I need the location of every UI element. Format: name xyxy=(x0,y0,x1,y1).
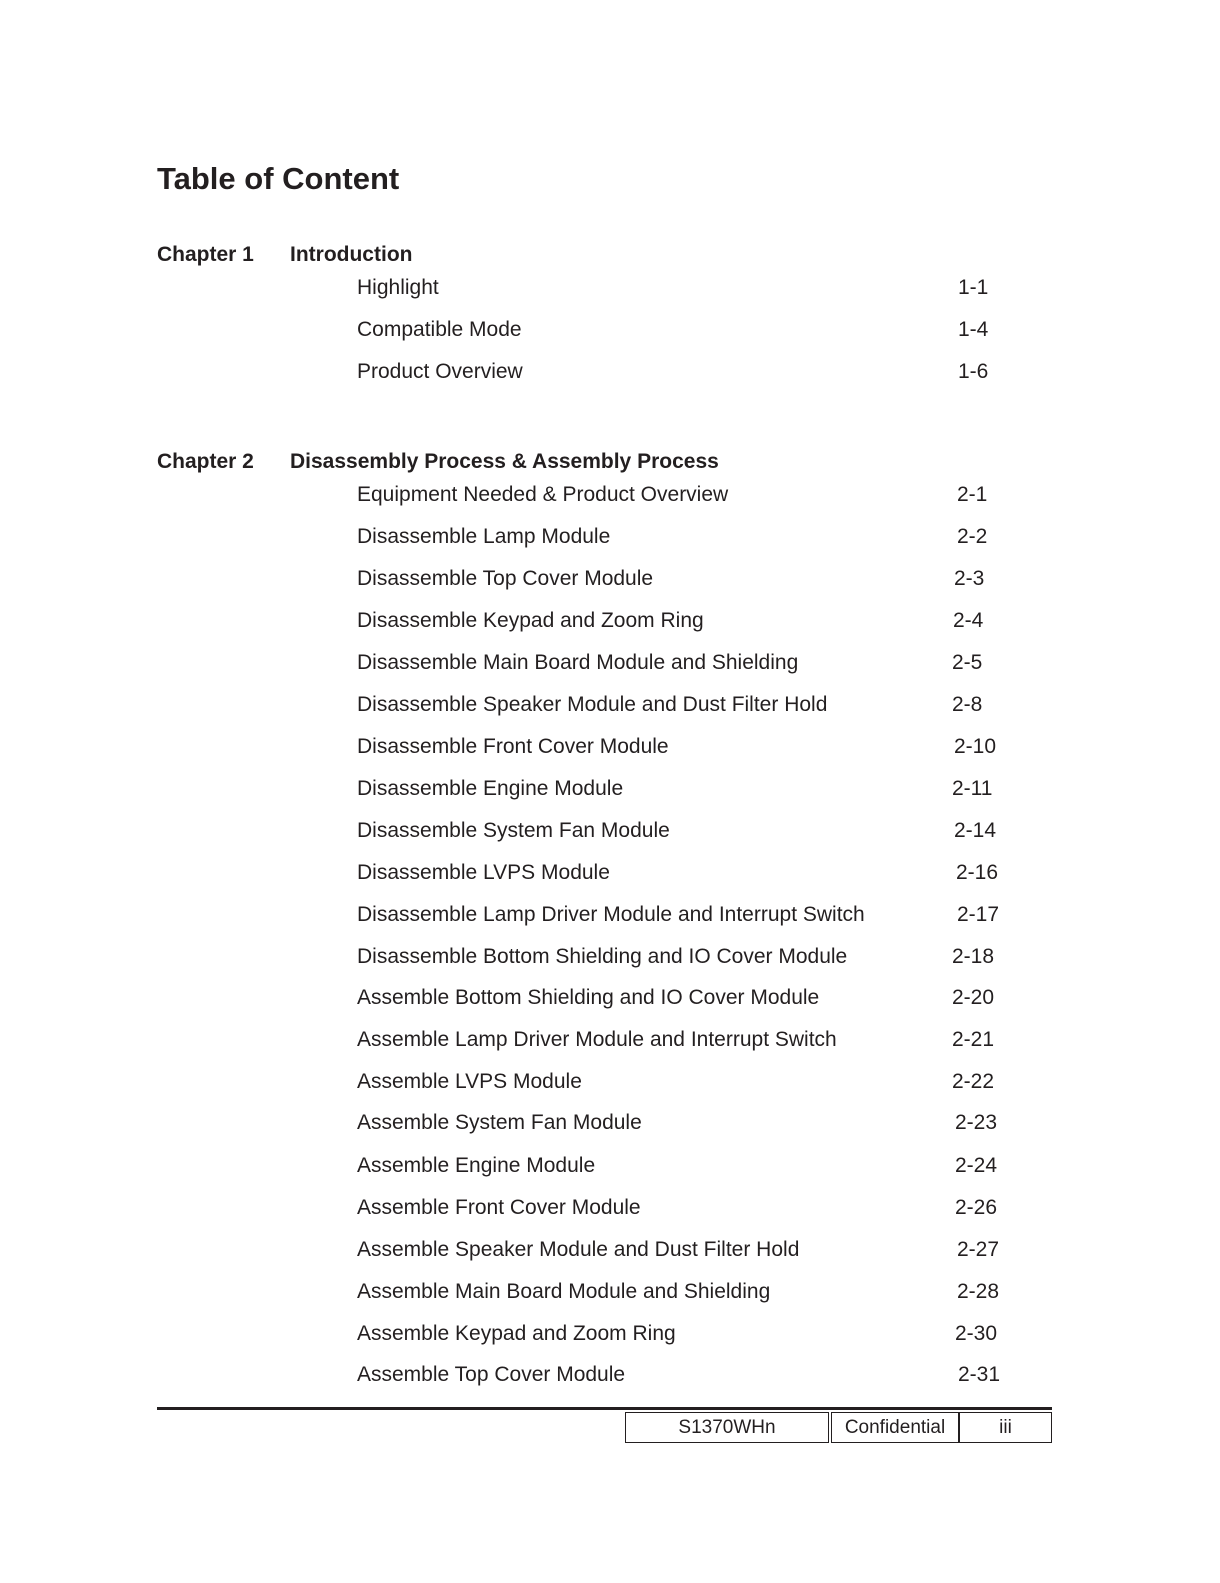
toc-entry-page: 2-27 xyxy=(957,1238,1000,1261)
toc-entry-title: Disassemble Top Cover Module xyxy=(357,567,654,590)
toc-entry-title: Highlight xyxy=(357,276,439,299)
toc-entry-page: 2-14 xyxy=(954,819,997,842)
toc-entry-page: 2-5 xyxy=(952,651,983,674)
toc-entry-page: 2-24 xyxy=(955,1154,998,1177)
toc-entry-page: 2-30 xyxy=(955,1322,998,1345)
toc-entry-title: Assemble Top Cover Module xyxy=(357,1363,626,1386)
page-title: Table of Content xyxy=(157,161,400,196)
toc-entry-page: 2-26 xyxy=(955,1196,998,1219)
toc-entry-title: Product Overview xyxy=(357,360,523,383)
toc-entry-title: Disassemble Lamp Module xyxy=(357,525,611,548)
toc-entry-title: Assemble Speaker Module and Dust Filter Hold xyxy=(357,1238,800,1261)
toc-entry-title: Assemble Main Board Module and Shielding xyxy=(357,1280,771,1303)
chapter-label: Chapter 2 xyxy=(157,450,254,473)
toc-entry-title: Assemble Keypad and Zoom Ring xyxy=(357,1322,676,1345)
footer-model: S1370WHn xyxy=(625,1412,829,1443)
toc-entry-title: Disassemble Keypad and Zoom Ring xyxy=(357,609,704,632)
chapter-title: Introduction xyxy=(290,243,413,266)
toc-entry-page: 2-8 xyxy=(952,693,983,716)
toc-entry-title: Assemble Front Cover Module xyxy=(357,1196,641,1219)
toc-entry-page: 2-31 xyxy=(958,1363,1001,1386)
toc-entry-title: Assemble Bottom Shielding and IO Cover Module xyxy=(357,986,820,1009)
toc-entry-page: 1-4 xyxy=(958,318,989,341)
toc-entry-page: 2-17 xyxy=(957,903,1000,926)
toc-entry-page: 1-1 xyxy=(958,276,989,299)
toc-entry-page: 2-3 xyxy=(954,567,985,590)
toc-entry-page: 2-2 xyxy=(957,525,988,548)
toc-entry-title: Disassemble Main Board Module and Shielding xyxy=(357,651,799,674)
footer-page-number: iii xyxy=(959,1412,1052,1443)
toc-entry-page: 2-10 xyxy=(954,735,997,758)
toc-entry-title: Disassemble Lamp Driver Module and Interrupt Switch xyxy=(357,903,865,926)
footer-confidential: Confidential xyxy=(831,1412,959,1443)
toc-entry-title: Equipment Needed & Product Overview xyxy=(357,483,729,506)
toc-entry-title: Assemble Lamp Driver Module and Interrupt Switch xyxy=(357,1028,837,1051)
toc-entry-page: 2-23 xyxy=(955,1111,998,1134)
toc-entry-title: Assemble System Fan Module xyxy=(357,1111,642,1134)
toc-entry-title: Disassemble Bottom Shielding and IO Cover Module xyxy=(357,945,848,968)
toc-entry-page: 2-28 xyxy=(957,1280,1000,1303)
toc-entry-page: 2-21 xyxy=(952,1028,995,1051)
chapter-title: Disassembly Process & Assembly Process xyxy=(290,450,719,473)
toc-entry-title: Disassemble Engine Module xyxy=(357,777,624,800)
toc-entry-page: 2-16 xyxy=(956,861,999,884)
footer-rule xyxy=(157,1407,1052,1410)
toc-entry-page: 2-11 xyxy=(952,777,993,800)
toc-entry-title: Disassemble Speaker Module and Dust Filter Hold xyxy=(357,693,828,716)
toc-entry-page: 2-18 xyxy=(952,945,995,968)
toc-entry-title: Disassemble LVPS Module xyxy=(357,861,610,884)
toc-entry-page: 1-6 xyxy=(958,360,989,383)
toc-entry-page: 2-20 xyxy=(952,986,995,1009)
chapter-label: Chapter 1 xyxy=(157,243,254,266)
toc-entry-page: 2-1 xyxy=(957,483,988,506)
toc-entry-title: Disassemble Front Cover Module xyxy=(357,735,669,758)
toc-entry-title: Assemble Engine Module xyxy=(357,1154,596,1177)
toc-entry-title: Assemble LVPS Module xyxy=(357,1070,582,1093)
toc-entry-title: Disassemble System Fan Module xyxy=(357,819,670,842)
toc-entry-page: 2-22 xyxy=(952,1070,995,1093)
toc-entry-title: Compatible Mode xyxy=(357,318,522,341)
toc-entry-page: 2-4 xyxy=(953,609,984,632)
